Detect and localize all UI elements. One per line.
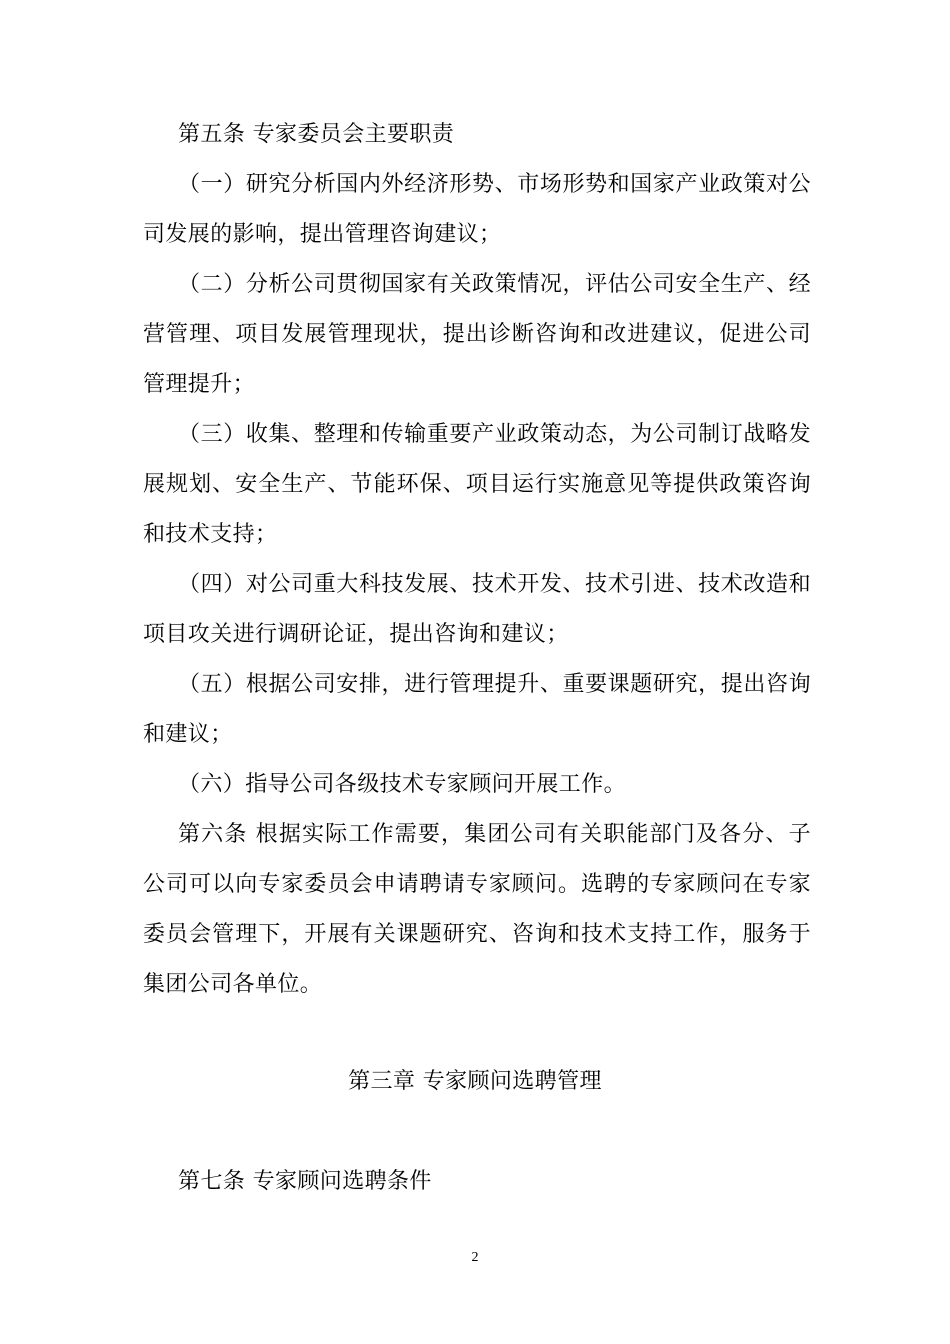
article-7-heading: 第七条 专家顾问选聘条件 xyxy=(178,1169,432,1194)
duty-item-2: （二）分析公司贯彻国家有关政策情况，评估公司安全生产、经营管理、项目发展管理现状，提出诊断咨询和改进建议，促进公司管理提升； xyxy=(143,272,811,397)
duty-item-4: （四）对公司重大科技发展、技术开发、技术引进、技术改造和项目攻关进行调研论证，提出咨询和建议； xyxy=(143,572,811,647)
article-5-heading: 第五条 专家委员会主要职责 xyxy=(178,122,455,147)
chapter-title: 第三章 专家顾问选聘管理 xyxy=(348,1069,602,1094)
article-6-paragraph: 第六条 根据实际工作需要，集团公司有关职能部门及各分、子公司可以向专家委员会申请聘请专家顾问。选聘的专家顾问在专家委员会管理下，开展有关课题研究、咨询和技术支持工作，服务于集团公司各单位。 xyxy=(143,822,811,997)
duty-item-5: （五）根据公司安排，进行管理提升、重要课题研究，提出咨询和建议； xyxy=(143,672,811,747)
duty-item-3: （三）收集、整理和传输重要产业政策动态，为公司制订战略发展规划、安全生产、节能环保、项目运行实施意见等提供政策咨询和技术支持； xyxy=(143,422,811,547)
duty-item-1: （一）研究分析国内外经济形势、市场形势和国家产业政策对公司发展的影响，提出管理咨询建议； xyxy=(143,172,811,247)
duty-item-6: （六）指导公司各级技术专家顾问开展工作。 xyxy=(178,772,627,797)
page-number: 2 xyxy=(471,1250,479,1265)
